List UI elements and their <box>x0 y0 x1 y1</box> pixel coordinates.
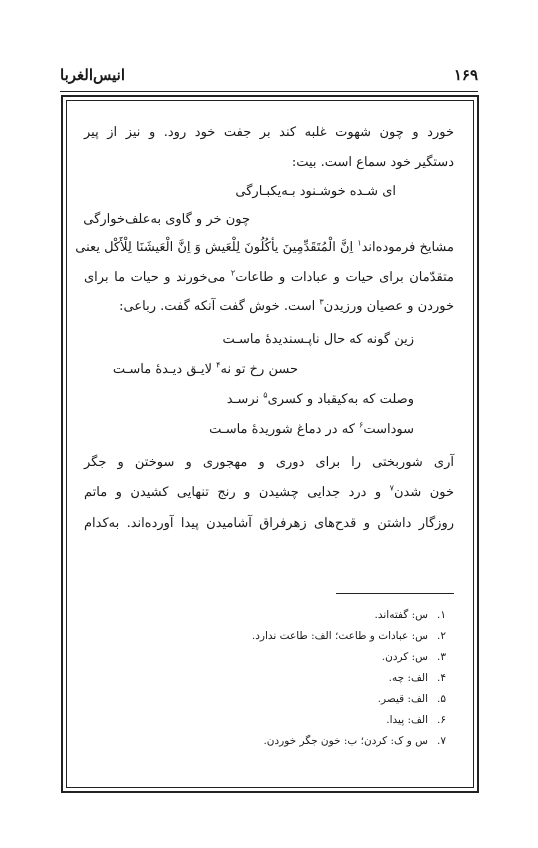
footnote: ۷.س و ک: کردن؛ ب: خون جگر خوردن. <box>263 735 446 747</box>
book-title: انیس‌الغربا <box>60 66 125 84</box>
footnote: ۲.س: عبادات و طاعت؛ الف: طاعت ندارد. <box>251 630 446 642</box>
text-line: آری شوربختی را برای دوری و مهجوری و سوختن و جگر <box>84 455 454 470</box>
footnote: ۶.الف: پیدا. <box>386 714 446 726</box>
footnote: ۳.س: کردن. <box>381 651 446 663</box>
verse-line: حسن رخ تو نه$^۴$ لایـق دیـدهٔ ماسـت <box>112 360 298 377</box>
verse-line: سوداست$^۶$ که در دماغ شوریدهٔ ماسـت <box>209 420 414 437</box>
page-number: ۱۶۹ <box>453 66 478 84</box>
verse-line: وصلت که به‌کیقباد و کسری$^۵$ نرسـد <box>226 390 414 407</box>
footnote-marker: ۳ <box>319 297 324 307</box>
footnote-marker: ۵ <box>263 390 268 400</box>
footnote-marker: ۴ <box>216 360 221 370</box>
footnote: ۴.الف: چه. <box>388 672 446 684</box>
text-line: روزگار داشتن و قدح‌های زهرفراق آشامیدن پیدا آورده‌اند. به‌کدام <box>84 516 454 531</box>
footnote-rule <box>336 593 454 594</box>
footnote-marker: ۷ <box>389 483 394 493</box>
header-rule <box>60 91 478 92</box>
text-line: مشایخ فرموده‌اند$^۱$ اِنَّ الْمُتَقَدِّمِینَ یأکُلُونَ لِلْعَیش وَ اِنَّ الْعَیشَنَا لِلْأَکْل یعنی <box>75 238 454 255</box>
text-line: خون شدن$^۷$ و درد جدایی چشیدن و رنج تنهایی کشیدن و ماتم <box>84 483 454 500</box>
text-line: دستگیر خود سماع است. بیت: <box>291 155 454 170</box>
footnote-marker: ۶ <box>359 420 364 430</box>
text-line: خورد و چون شهوت غلبه کند بر جفت خود رود. و نیز از پیر <box>84 125 454 140</box>
verse-line: زین گونه که حال ناپـسندیدهٔ ماسـت <box>222 332 414 347</box>
text-line: متقدّمان برای حیات و عبادات و طاعات$^۲$ می‌خورند و حیات ما برای <box>84 268 455 285</box>
footnote-marker: ۲ <box>230 268 236 278</box>
verse-line: چون خر و گاوی به‌علف‌خوارگی <box>83 212 250 227</box>
footnote: ۱.س: گفته‌اند. <box>374 609 446 621</box>
footnote: ۵.الف: قیصر. <box>377 693 446 705</box>
footnote-marker: ۱ <box>357 238 362 248</box>
page-frame-inner <box>66 100 474 788</box>
text-line: خوردن و عصیان ورزیدن$^۳$ است. خوش گفت آنکه گفت. رباعی: <box>119 297 454 314</box>
verse-line: ای شـده خوشـنود بـه‌یکبـارگی <box>235 184 396 199</box>
